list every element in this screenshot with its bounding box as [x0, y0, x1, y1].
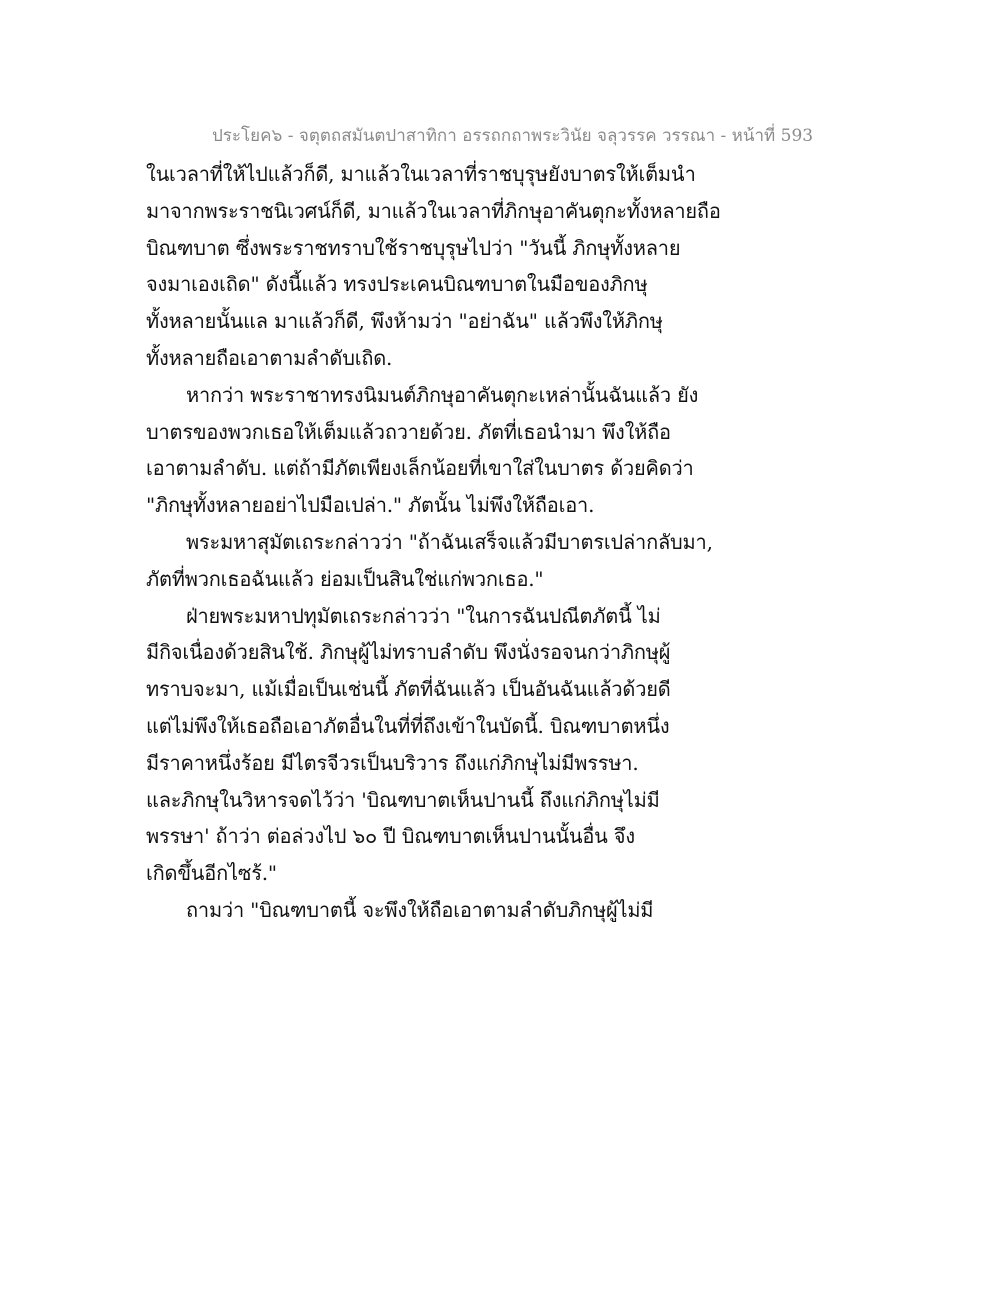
text-line: ภัตที่พวกเธอฉันแล้ว ย่อมเป็นสินใช่แก่พวกเธอ." [146, 566, 544, 591]
text-line: บิณฑบาต ซึ่งพระราชทราบใช้ราชบุรุษไปว่า "วันนี้ ภิกษุทั้งหลาย [146, 235, 681, 260]
text-line: ทราบจะมา, แม้เมื่อเป็นเช่นนี้ ภัตที่ฉันแล้ว เป็นอันฉันแล้วด้วยดี [146, 677, 671, 702]
text-line: ในเวลาที่ให้ไปแล้วก็ดี, มาแล้วในเวลาที่ราชบุรุษยังบาตรให้เต็มนำ [146, 162, 696, 186]
text-line: แต่ไม่พึงให้เธอถือเอาภัตอื่นในที่ที่ถึงเข้าในบัดนี้. บิณฑบาตหนึ่ง [146, 713, 670, 738]
text-line: มีกิจเนื่องด้วยสินใช้. ภิกษุผู้ไม่ทราบลำดับ พึงนั่งรอจนกว่าภิกษุผู้ [146, 640, 671, 665]
text-line: ถามว่า "บิณฑบาตนี้ จะพึงให้ถือเอาตามลำดับภิกษุผู้ไม่มี [186, 897, 654, 922]
text-line: ทั้งหลายนั้นแล มาแล้วก็ดี, พึงห้ามว่า "อย่าฉัน" แล้วพึงให้ภิกษุ [146, 309, 663, 334]
text-line: หากว่า พระราชาทรงนิมนต์ภิกษุอาคันตุกะเหล่านั้นฉันแล้ว ยัง [186, 382, 699, 407]
text-line: เกิดขึ้นอีกไซร้." [146, 861, 277, 886]
text-line: เอาตามลำดับ. แต่ถ้ามีภัตเพียงเล็กน้อยที่เขาใส่ในบาตร ด้วยคิดว่า [146, 456, 694, 481]
text-line: และภิกษุในวิหารจดไว้ว่า 'บิณฑบาตเห็นปานนี้ ถึงแก่ภิกษุไม่มี [146, 787, 660, 812]
text-line: "ภิกษุทั้งหลายอย่าไปมือเปล่า." ภัตนั้น ไม่พึงให้ถือเอา. [146, 493, 595, 518]
text-line: ฝ่ายพระมหาปทุมัตเถระกล่าวว่า "ในการฉันปณีตภัตนี้ ไม่ [186, 603, 661, 628]
text-line: พรรษา' ถ้าว่า ต่อล่วงไป ๖๐ ปี บิณฑบาตเห็นปานนั้นอื่น จึง [146, 824, 635, 849]
text-line: มาจากพระราชนิเวศน์ก็ดี, มาแล้วในเวลาที่ภิกษุอาคันตุกะทั้งหลายถือ [146, 198, 721, 223]
text-line: จงมาเองเถิด" ดังนี้แล้ว ทรงประเคนบิณฑบาตในมือของภิกษุ [146, 272, 648, 297]
body-text [146, 156, 721, 929]
text-line: บาตรของพวกเธอให้เต็มแล้วถวายด้วย. ภัตที่เธอนำมา พึงให้ถือ [146, 419, 671, 444]
text-line: พระมหาสุมัตเถระกล่าวว่า "ถ้าฉันเสร็จแล้วมีบาตรเปล่ากลับมา, [186, 529, 713, 554]
text-line: ทั้งหลายถือเอาตามลำดับเถิด. [146, 345, 393, 370]
text-line: มีราคาหนึ่งร้อย มีไตรจีวรเป็นบริวาร ถึงแก่ภิกษุไม่มีพรรษา. [146, 750, 639, 775]
page-header: ประโยค๖ - จตุตถสมันตปาสาทิกา อรรถกถาพระวินัย จลุวรรค วรรณา - หน้าที่ 593 [212, 126, 814, 146]
